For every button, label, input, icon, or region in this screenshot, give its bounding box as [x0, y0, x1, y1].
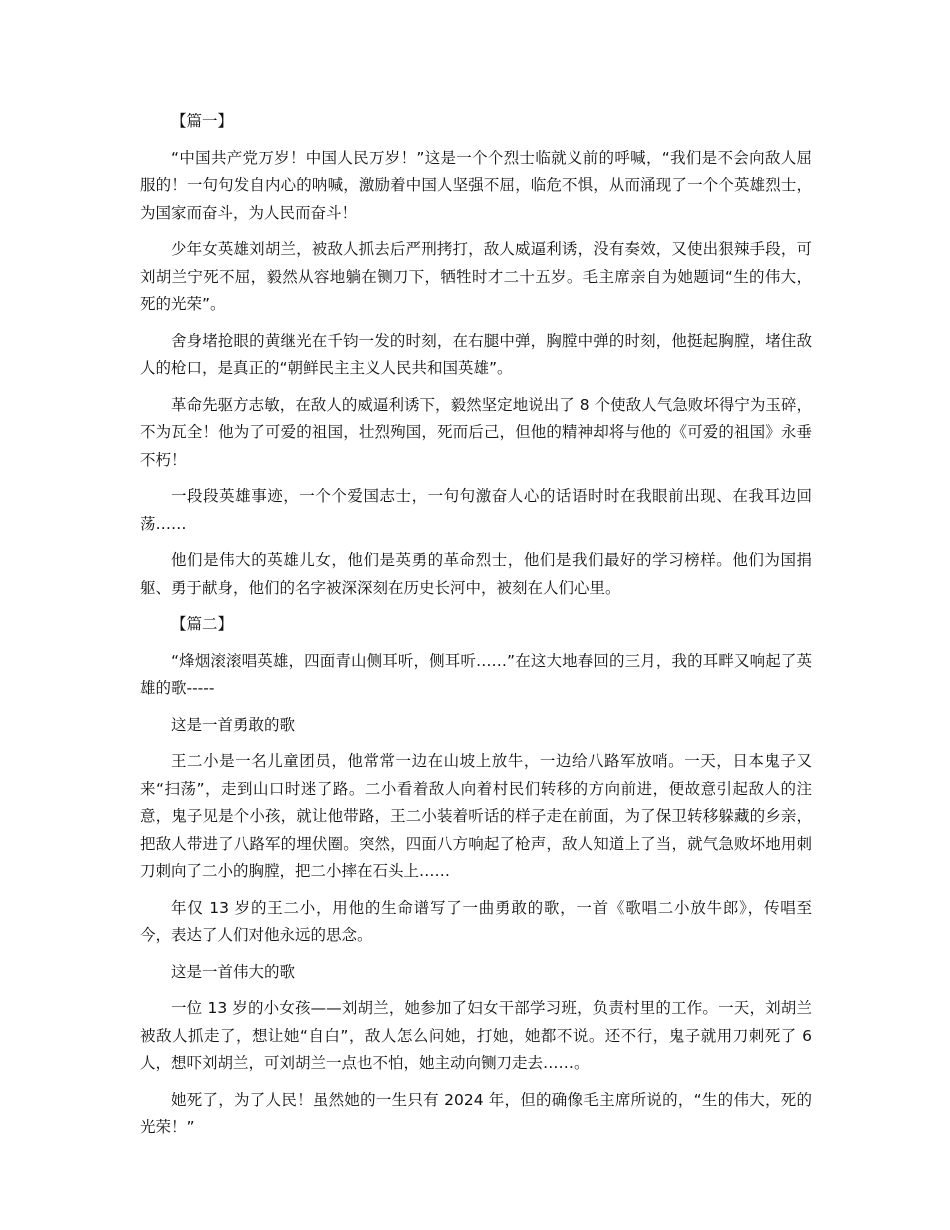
paragraph: “中国共产党万岁！中国人民万岁！”这是一个个烈士临就义前的呼喊，“我们是不会向敌人屈服的！一句句发自内心的呐喊，激励着中国人坚强不屈，临危不惧，从而涌现了一个个英雄烈士，为国家而奋斗，为人民而奋斗！	[140, 148, 812, 222]
paragraph: 舍身堵抢眼的黄继光在千钧一发的时刻，在右腿中弹，胸膛中弹的时刻，他挺起胸膛，堵住敌人的枪口，是真正的“朝鲜民主主义人民共和国英雄”。	[140, 331, 812, 377]
paragraph: 这是一首伟大的歌	[171, 962, 296, 981]
section-heading-1: 【篇一】	[171, 112, 234, 130]
paragraph: 少年女英雄刘胡兰，被敌人抓去后严刑拷打，敌人威逼利诱，没有奏效，又使出狠辣手段，可刘胡兰宁死不屈，毅然从容地躺在铡刀下，牺牲时才二十五岁。毛主席亲自为她题词“生的伟大，死的光荣”。	[140, 240, 812, 313]
paragraph: 革命先驱方志敏，在敌人的威逼利诱下，毅然坚定地说出了 8 个使敌人气急败坏得宁为玉碎，不为瓦全！他为了可爱的祖国，壮烈殉国，死而后己，但他的精神却将与他的《可爱的祖国》永垂不朽！	[140, 395, 812, 469]
paragraph: 年仅 13 岁的王二小，用他的生命谱写了一曲勇敢的歌，一首《歌唱二小放牛郎》，传唱至今，表达了人们对他永远的思念。	[140, 898, 812, 944]
paragraph: 王二小是一名儿童团员，他常常一边在山坡上放牛，一边给八路军放哨。一天，日本鬼子又来“扫荡”，走到山口时迷了路。二小看着敌人向着村民们转移的方向前进，便故意引起敌人的注意，鬼子见是个小孩，就让他带路，王二小装着听话的样子走在前面，为了保卫转移躲藏的乡亲，把敌人带进了八路军的埋伏圈。突然，四面八方响起了枪声，敌人知道上了当，就气急败坏地用刺刀刺向了二小的胸膛，把二小摔在石头上……	[140, 752, 812, 880]
paragraph: 他们是伟大的英雄儿女，他们是英勇的革命烈士，他们是我们最好的学习榜样。他们为国捐躯、勇于献身，他们的名字被深深刻在历史长河中，被刻在人们心里。	[140, 551, 812, 597]
document-body	[140, 108, 817, 1151]
paragraph: 一段段英雄事迹，一个个爱国志士，一句句激奋人心的话语时时在我眼前出现、在我耳边回荡……	[140, 487, 812, 533]
section-heading-2: 【篇二】	[171, 615, 234, 633]
paragraph: 一位 13 岁的小女孩——刘胡兰，她参加了妇女干部学习班，负责村里的工作。一天，刘胡兰被敌人抓走了，想让她“自白”，敌人怎么问她，打她，她都不说。还不行，鬼子就用刀刺死了 6 人，想吓刘胡兰，可刘胡兰一点也不怕，她主动向铡刀走去……。	[140, 999, 817, 1072]
paragraph: 这是一首勇敢的歌	[171, 715, 296, 734]
paragraph: 她死了，为了人民！虽然她的一生只有 2024 年，但的确像毛主席所说的，“生的伟大，死的光荣！”	[140, 1090, 812, 1136]
paragraph: “烽烟滚滚唱英雄，四面青山侧耳听，侧耳听……”在这大地春回的三月，我的耳畔又响起了英雄的歌-----	[140, 651, 812, 697]
